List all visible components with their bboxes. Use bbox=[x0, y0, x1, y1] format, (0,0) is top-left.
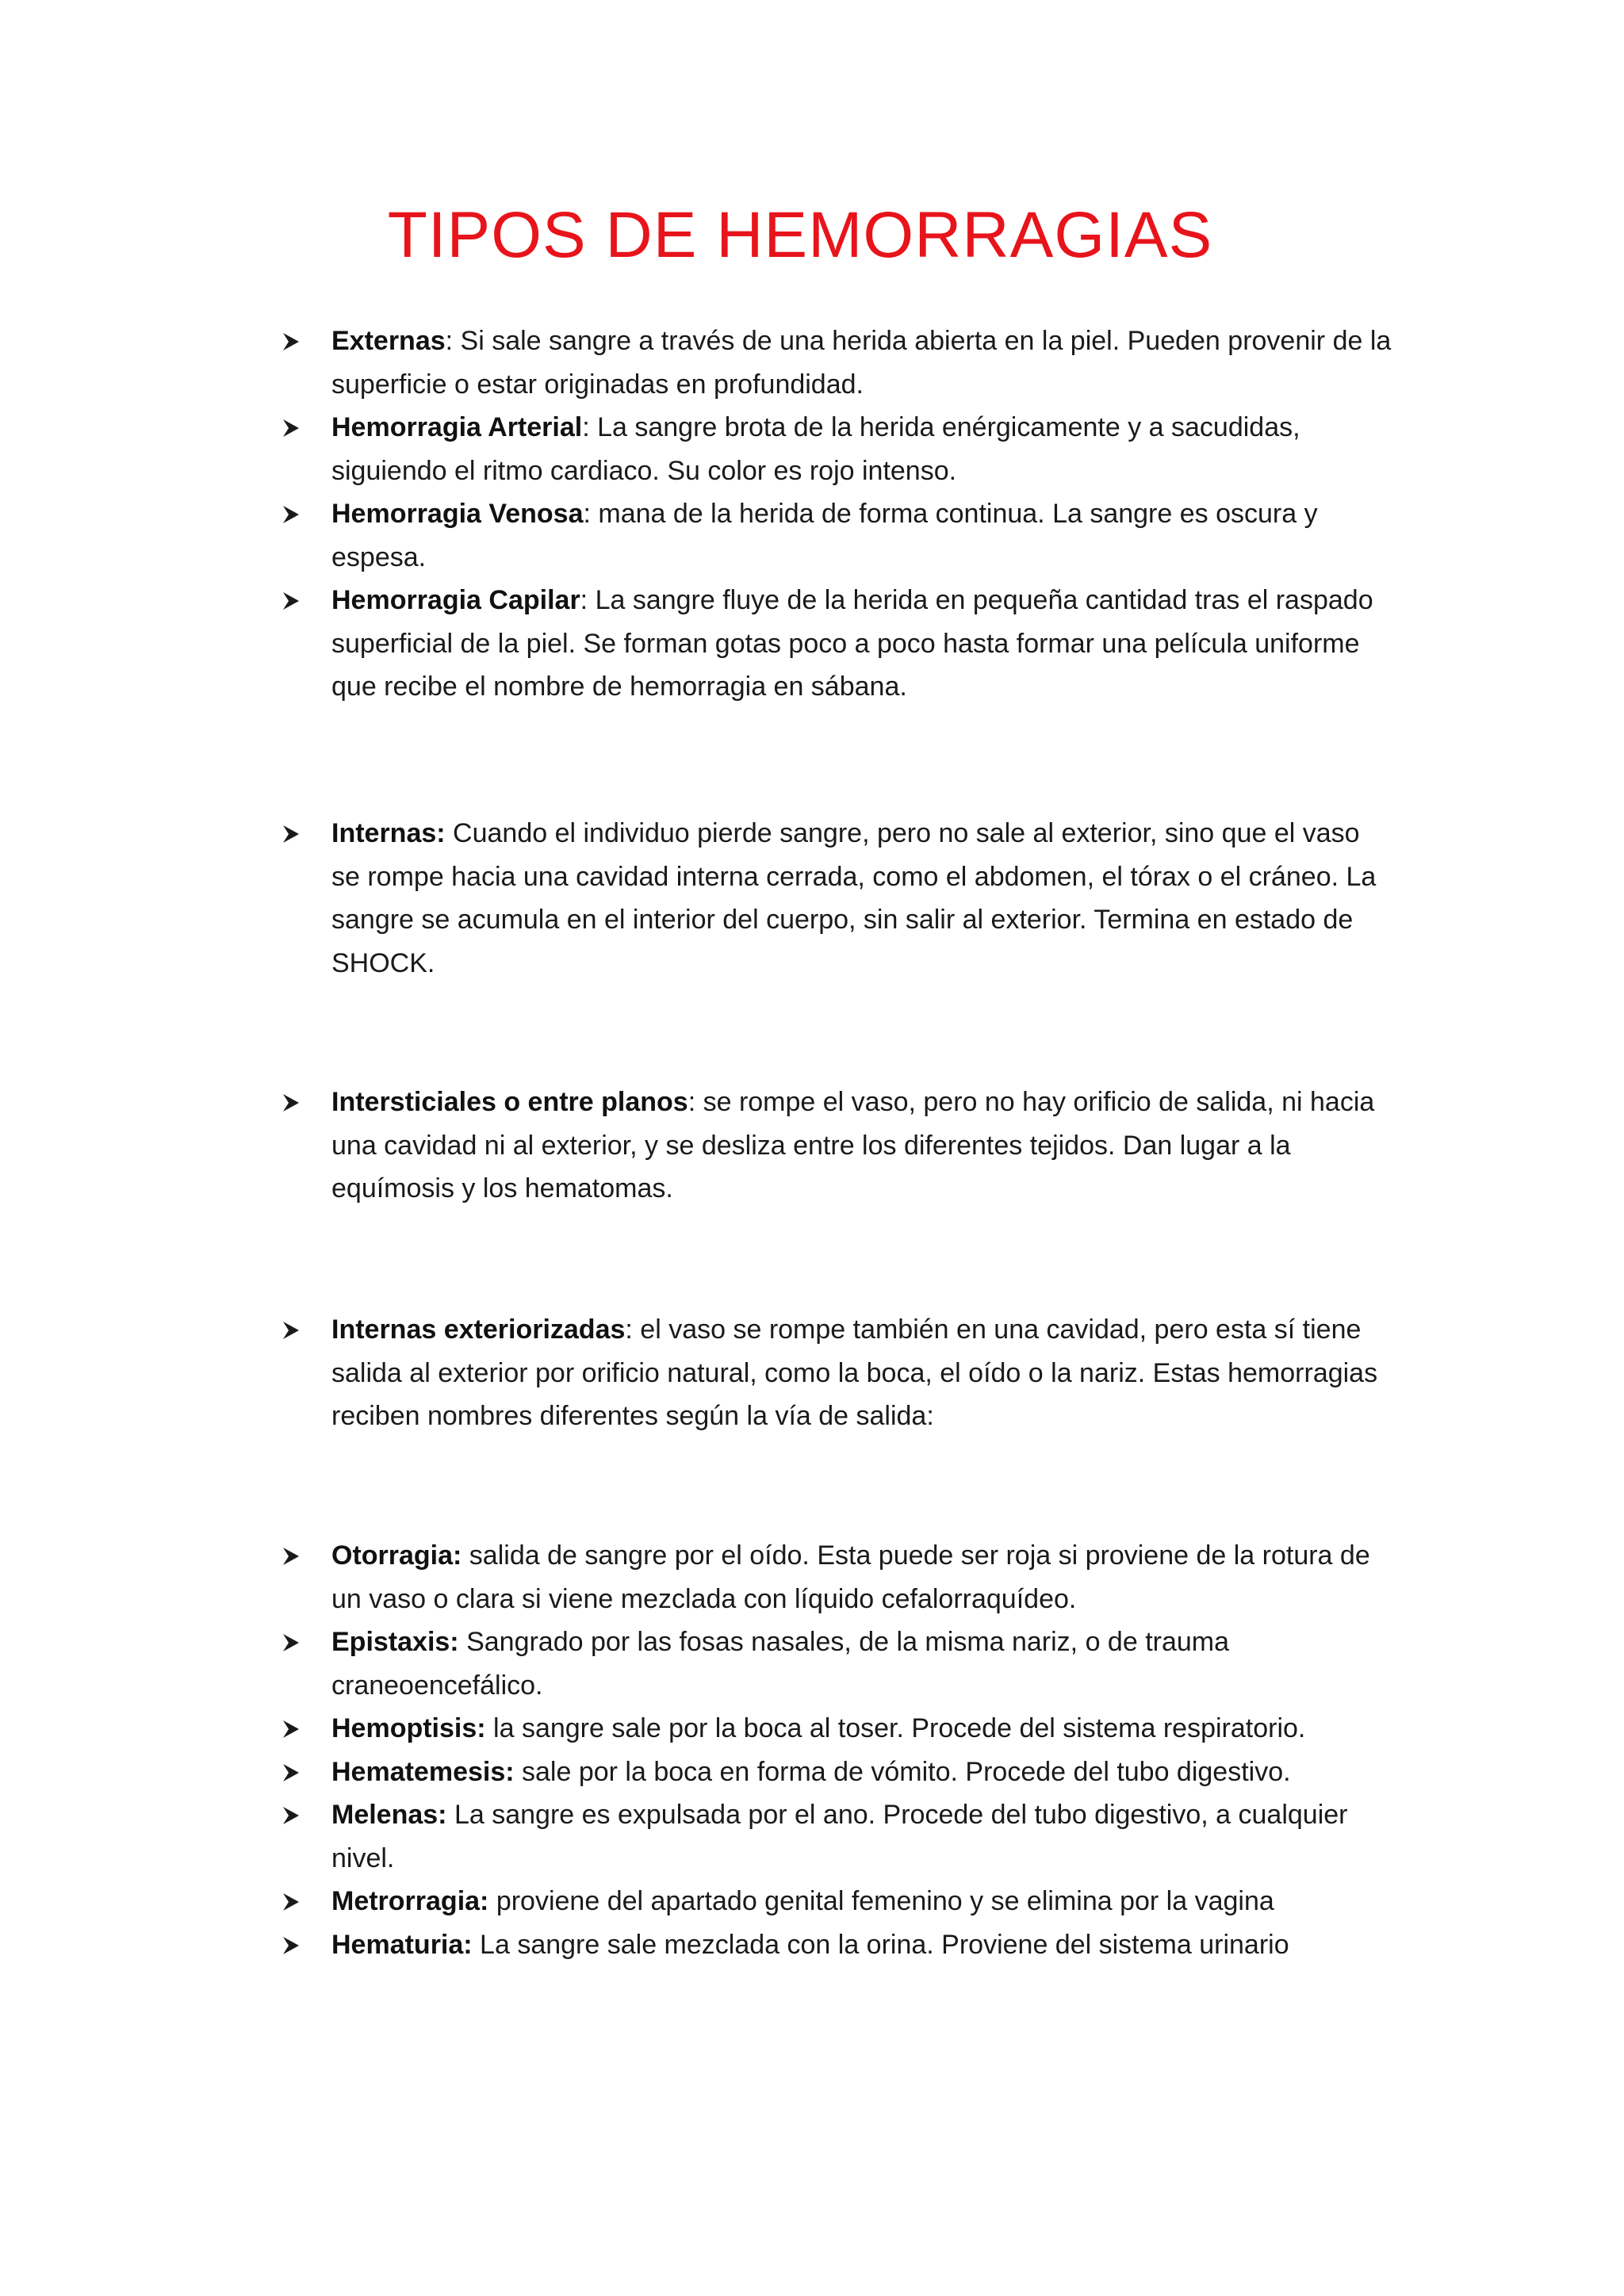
arrowhead-bullet-icon bbox=[282, 1547, 300, 1566]
page-title-text: TIPOS DE HEMORRAGIAS bbox=[387, 199, 1213, 271]
arrowhead-bullet-icon bbox=[282, 1936, 300, 1955]
item-term: Hemorragia Capilar bbox=[331, 585, 580, 615]
item-description: Cuando el individuo pierde sangre, pero no sale al exterior, sino que el vaso se rompe hacia una cavidad interna cerrada, como el abdomen, el tórax o el cráneo. La sangre se acumula en el interior del cuerpo, sin salir al exterior. Termina en estado de SHOCK. bbox=[331, 818, 1377, 978]
list-item bbox=[0, 1534, 1624, 1621]
item-description: salida de sangre por el oído. Esta puede ser roja si proviene de la rotura de un vaso o clara si viene mezclada con líquido cefalorraquídeo. bbox=[331, 1540, 1370, 1614]
arrowhead-bullet-icon bbox=[282, 825, 300, 844]
arrowhead-bullet-icon bbox=[282, 591, 300, 610]
section-externas bbox=[0, 320, 1624, 709]
bullet-list bbox=[0, 1534, 1624, 1966]
section-internas-exteriorizadas bbox=[0, 1308, 1624, 1438]
item-description: Sangrado por las fosas nasales, de la misma nariz, o de trauma craneoencefálico. bbox=[331, 1627, 1230, 1701]
arrowhead-bullet-icon bbox=[282, 1806, 300, 1825]
arrowhead-bullet-icon bbox=[282, 1892, 300, 1911]
item-term: Melenas: bbox=[331, 1800, 447, 1830]
arrowhead-bullet-icon bbox=[282, 419, 300, 438]
bullet-list bbox=[0, 812, 1624, 985]
bullet-list bbox=[0, 320, 1624, 709]
item-description: : se rompe el vaso, pero no hay orificio de salida, ni hacia una cavidad ni al exterior, y se desliza entre los diferentes tejidos. Dan lugar a la equímosis y los hematomas. bbox=[331, 1087, 1375, 1203]
item-description: : Si sale sangre a través de una herida abierta en la piel. Pueden provenir de la superficie o estar originadas en profundidad. bbox=[331, 326, 1392, 400]
list-item bbox=[0, 1793, 1624, 1880]
item-description: la sangre sale por la boca al toser. Procede del sistema respiratorio. bbox=[485, 1713, 1306, 1743]
arrowhead-bullet-icon bbox=[282, 1763, 300, 1782]
list-item bbox=[0, 579, 1624, 709]
list-item bbox=[0, 1923, 1624, 1967]
item-term: Hematemesis: bbox=[331, 1756, 515, 1787]
bullet-list bbox=[0, 1081, 1624, 1211]
item-description: : el vaso se rompe también en una cavidad, pero esta sí tiene salida al exterior por orificio natural, como la boca, el oído o la nariz. Estas hemorragias reciben nombres diferentes según la vía de salida: bbox=[331, 1314, 1378, 1431]
list-item bbox=[0, 492, 1624, 579]
item-description: sale por la boca en forma de vómito. Procede del tubo digestivo. bbox=[514, 1756, 1291, 1787]
arrowhead-bullet-icon bbox=[282, 1633, 300, 1652]
item-description: proviene del apartado genital femenino y se elimina por la vagina bbox=[488, 1886, 1274, 1916]
item-description: La sangre sale mezclada con la orina. Proviene del sistema urinario bbox=[472, 1929, 1289, 1960]
list-item bbox=[0, 406, 1624, 492]
arrowhead-bullet-icon bbox=[282, 1720, 300, 1739]
list-item bbox=[0, 1308, 1624, 1438]
list-item bbox=[0, 1621, 1624, 1707]
arrowhead-bullet-icon bbox=[282, 505, 300, 524]
item-term: Epistaxis: bbox=[331, 1627, 459, 1657]
list-item bbox=[0, 1707, 1624, 1751]
item-term: Internas exteriorizadas bbox=[331, 1314, 626, 1345]
arrowhead-bullet-icon bbox=[282, 332, 300, 351]
item-term: Hematuria: bbox=[331, 1929, 473, 1960]
item-term: Hemoptisis: bbox=[331, 1713, 486, 1743]
list-item bbox=[0, 1081, 1624, 1211]
section-intersticiales bbox=[0, 1081, 1624, 1211]
list-item bbox=[0, 1880, 1624, 1923]
item-term: Otorragia: bbox=[331, 1540, 462, 1571]
item-description: : La sangre brota de la herida enérgicamente y a sacudidas, siguiendo el ritmo cardiaco. Su color es rojo intenso. bbox=[331, 412, 1300, 486]
arrowhead-bullet-icon bbox=[282, 1321, 300, 1340]
item-description: : mana de la herida de forma continua. La sangre es oscura y espesa. bbox=[331, 499, 1318, 572]
item-term: Internas: bbox=[331, 818, 446, 848]
item-description: La sangre es expulsada por el ano. Procede del tubo digestivo, a cualquier nivel. bbox=[331, 1800, 1348, 1873]
list-item bbox=[0, 320, 1624, 406]
bullet-list bbox=[0, 1308, 1624, 1438]
page-title bbox=[0, 199, 1624, 271]
arrowhead-bullet-icon bbox=[282, 1093, 300, 1112]
item-description: : La sangre fluye de la herida en pequeña cantidad tras el raspado superficial de la piel. Se forman gotas poco a poco hasta formar una película uniforme que recibe el nombre de hemorragia en sábana. bbox=[331, 585, 1373, 702]
section-vias-de-salida bbox=[0, 1534, 1624, 1966]
item-term: Intersticiales o entre planos bbox=[331, 1087, 688, 1117]
item-term: Hemorragia Arterial bbox=[331, 412, 583, 442]
item-term: Metrorragia: bbox=[331, 1886, 489, 1916]
section-internas bbox=[0, 812, 1624, 985]
list-item bbox=[0, 1751, 1624, 1794]
item-term: Externas bbox=[331, 326, 446, 356]
item-term: Hemorragia Venosa bbox=[331, 499, 584, 529]
list-item bbox=[0, 812, 1624, 985]
